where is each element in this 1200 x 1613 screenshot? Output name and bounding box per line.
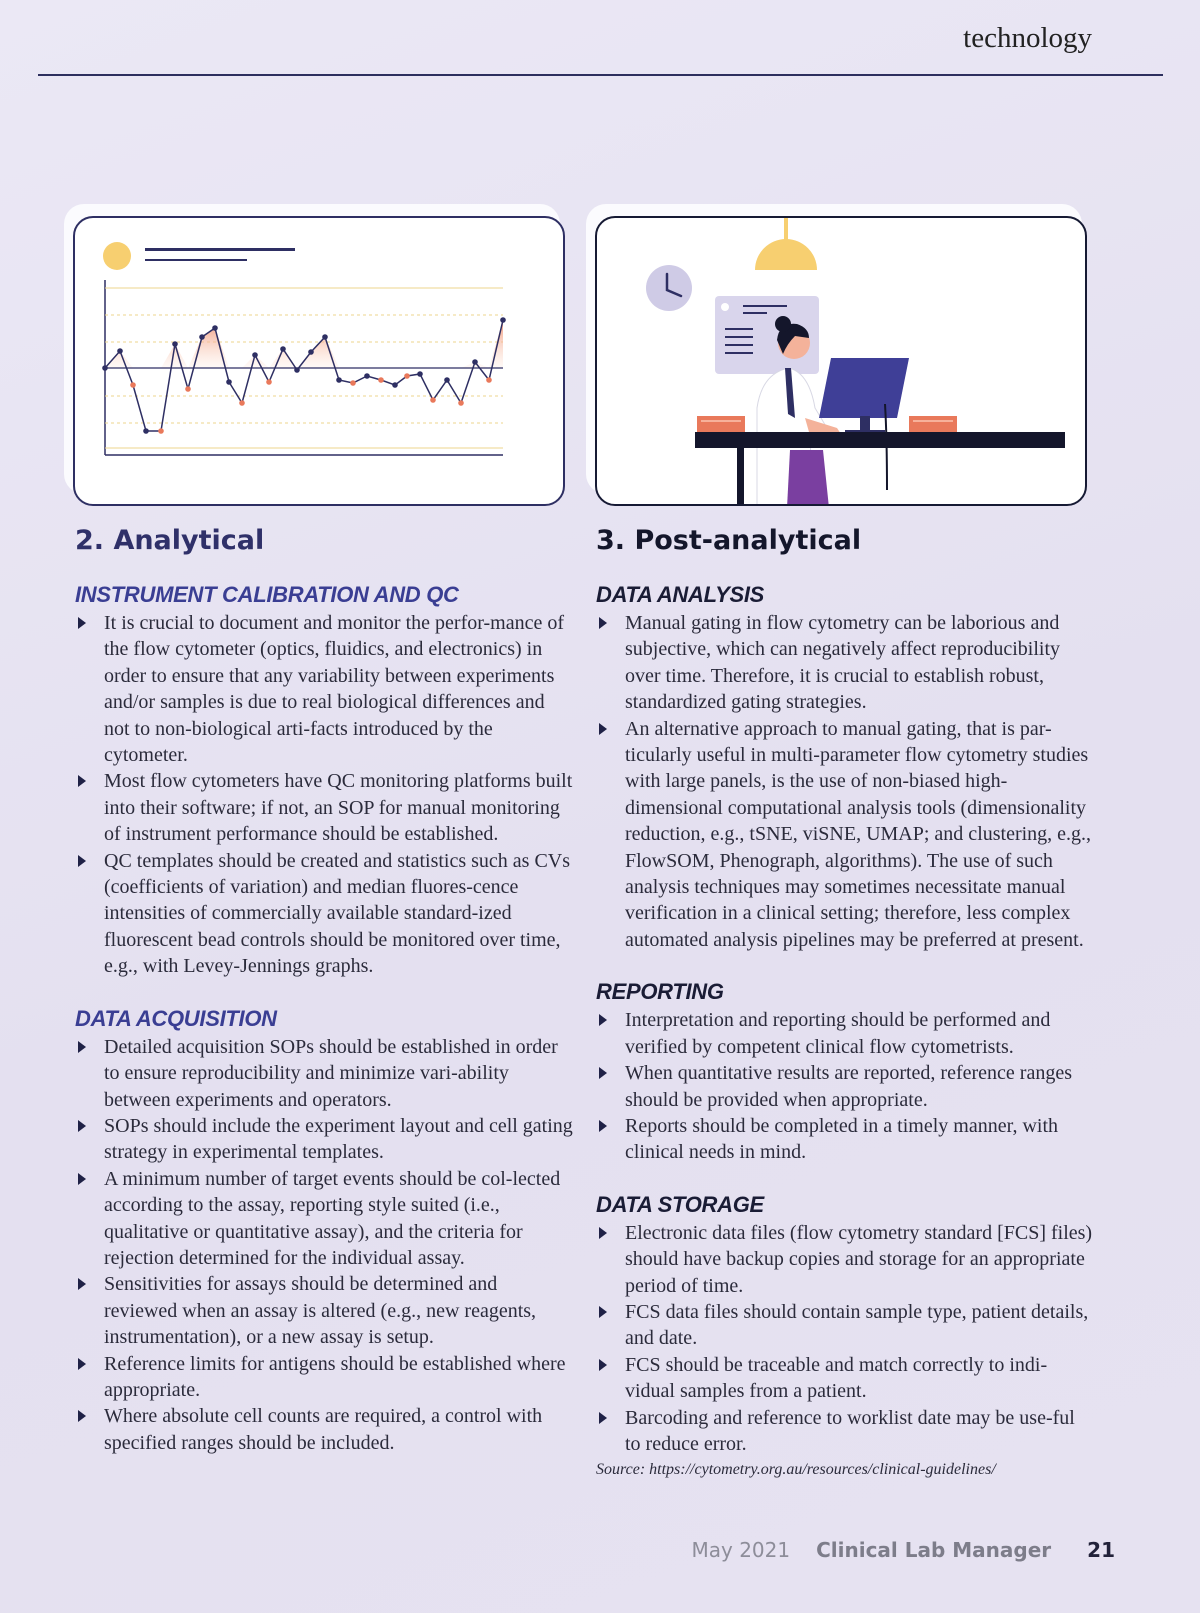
sample-rack-left — [697, 416, 745, 432]
list-item: SOPs should include the experiment layout and cell gating strategy in experimental templates. — [75, 1113, 573, 1166]
qc-point — [239, 400, 245, 406]
list-item: FCS data files should contain sample type, patient details, and date. — [596, 1299, 1094, 1352]
list-item: It is crucial to document and monitor the perfor-mance of the flow cytometer (optics, fluidics, and electronics) in order to ensure that any variability between experiments and/or samples is due to real biological differences and not to non-biological arti-facts introduced by the cytometer. — [75, 610, 573, 768]
qc-point — [172, 341, 178, 347]
qc-point — [102, 365, 108, 371]
qc-point — [378, 377, 384, 383]
trousers — [787, 450, 829, 504]
list-item: Where absolute cell counts are required, a control with specified ranges should be included. — [75, 1403, 573, 1456]
qc-point — [266, 379, 272, 385]
instrument-calibration-group — [75, 580, 573, 980]
qc-point — [226, 379, 232, 385]
list-item: Manual gating in flow cytometry can be laborious and subjective, which can negatively affect reproducibility over time. Therefore, it is crucial to establish robust, standardized gating strategies. — [596, 610, 1094, 716]
instrument-calibration-list — [75, 610, 573, 980]
list-item: Reports should be completed in a timely manner, with clinical needs in mind. — [596, 1113, 1094, 1166]
hair-bun — [775, 316, 791, 332]
qc-point — [322, 334, 328, 340]
reporting-list — [596, 1007, 1094, 1165]
chart-trace — [105, 320, 503, 431]
qc-point — [336, 377, 342, 383]
list-item: Most flow cytometers have QC monitoring platforms built into their software; if not, an SOP for manual monitoring of instrument performance should be established. — [75, 768, 573, 847]
desk-leg — [737, 448, 744, 504]
qc-point — [430, 397, 436, 403]
post-analytical-heading: 3. Post-analytical — [596, 525, 862, 556]
qc-point — [486, 377, 492, 383]
subtitle-bar — [145, 259, 247, 261]
list-item: Barcoding and reference to worklist date may be use-ful to reduce error. — [596, 1405, 1094, 1458]
qc-point — [444, 377, 450, 383]
data-acquisition-group — [75, 1004, 573, 1457]
qc-point — [308, 349, 314, 355]
analytical-column — [75, 580, 573, 1480]
data-storage-list — [596, 1220, 1094, 1458]
qc-point — [472, 359, 478, 365]
qc-point — [212, 325, 218, 331]
data-storage-group — [596, 1190, 1094, 1458]
qc-point — [417, 371, 423, 377]
scientist-graphic — [597, 218, 1085, 504]
lamp-icon — [755, 239, 817, 270]
list-item: When quantitative results are reported, reference ranges should be provided when appropriate. — [596, 1060, 1094, 1113]
qc-point — [500, 317, 506, 323]
data-acquisition-list — [75, 1034, 573, 1457]
desk — [695, 432, 1065, 448]
list-item: An alternative approach to manual gating, that is par-ticularly useful in multi-parameter flow cytometry studies with large panels, is the use of non-biased high-dimensional computational analysis tools (dimensionality reduction, e.g., tSNE, viSNE, UMAP; and clustering, e.g., FlowSOM, Phenograph, algorithms). The use of such analysis techniques may sometimes necessitate manual verification in a clinical setting; therefore, less complex automated analysis pipelines may be preferred at present. — [596, 716, 1094, 954]
list-item: FCS should be traceable and match correctly to indi-vidual samples from a patient. — [596, 1352, 1094, 1405]
qc-point — [199, 334, 205, 340]
list-item: A minimum number of target events should be col-lected according to the assay, reporting style suited (i.e., qualitative or quantitative assay), and the criteria for rejection determined for the individual assay. — [75, 1166, 573, 1272]
list-item: Detailed acquisition SOPs should be established in order to ensure reproducibility and minimize vari-ability between experiments and operators. — [75, 1034, 573, 1113]
clock-icon — [646, 265, 692, 311]
section-label: technology — [963, 22, 1092, 54]
qc-point — [404, 373, 410, 379]
qc-point — [294, 367, 300, 373]
list-item: QC templates should be created and statistics such as CVs (coefficients of variation) and median fluores-cence intensities of commercially available standard-ized fluorescent bead controls should be monitored over time, e.g., with Levey-Jennings graphs. — [75, 848, 573, 980]
qc-point — [392, 382, 398, 388]
title-bar — [145, 248, 295, 251]
subhead-data-acquisition: DATA ACQUISITION — [75, 1005, 277, 1031]
qc-point — [130, 382, 136, 388]
sample-rack-right — [909, 416, 957, 432]
computer-monitor-icon — [819, 358, 909, 418]
post-analytical-column — [596, 580, 1094, 1479]
list-item: Sensitivities for assays should be determined and reviewed when an assay is altered (e.g., new reagents, instrumentation), or a new assay is setup. — [75, 1271, 573, 1350]
levey-jennings-graphic — [75, 218, 563, 504]
top-rule — [38, 74, 1163, 76]
title-dot-icon — [103, 242, 131, 270]
subhead-data-analysis: DATA ANALYSIS — [596, 582, 765, 607]
issue-date: May 2021 — [691, 1538, 791, 1562]
list-item: Electronic data files (flow cytometry standard [FCS] files) should have backup copies and storage for an appropriate period of time. — [596, 1220, 1094, 1299]
page-footer — [691, 1538, 1115, 1562]
qc-point — [117, 348, 123, 354]
data-analysis-group — [596, 580, 1094, 953]
list-item: Interpretation and reporting should be performed and verified by competent clinical flow cytometrists. — [596, 1007, 1094, 1060]
subhead-instrument-calibration: INSTRUMENT CALIBRATION AND QC — [75, 582, 459, 607]
workstation-illustration — [595, 216, 1087, 506]
qc-point — [364, 373, 370, 379]
qc-point — [252, 352, 258, 358]
qc-point — [280, 346, 286, 352]
analytical-heading: 2. Analytical — [75, 525, 265, 556]
subhead-data-storage: DATA STORAGE — [596, 1191, 764, 1217]
qc-point — [458, 400, 464, 406]
reporting-group — [596, 977, 1094, 1165]
qc-point — [185, 386, 191, 392]
qc-point — [158, 428, 164, 434]
source-citation: Source: https://cytometry.org.au/resources/clinical-guidelines/ — [596, 1461, 996, 1479]
magazine-name: Clinical Lab Manager — [816, 1538, 1052, 1562]
subhead-reporting: REPORTING — [596, 979, 724, 1005]
qc-point — [350, 380, 356, 386]
qc-chart-illustration — [73, 216, 565, 506]
list-item: Reference limits for antigens should be established where appropriate. — [75, 1351, 573, 1404]
data-analysis-list — [596, 610, 1094, 953]
qc-point — [143, 428, 149, 434]
page-number: 21 — [1087, 1538, 1115, 1562]
